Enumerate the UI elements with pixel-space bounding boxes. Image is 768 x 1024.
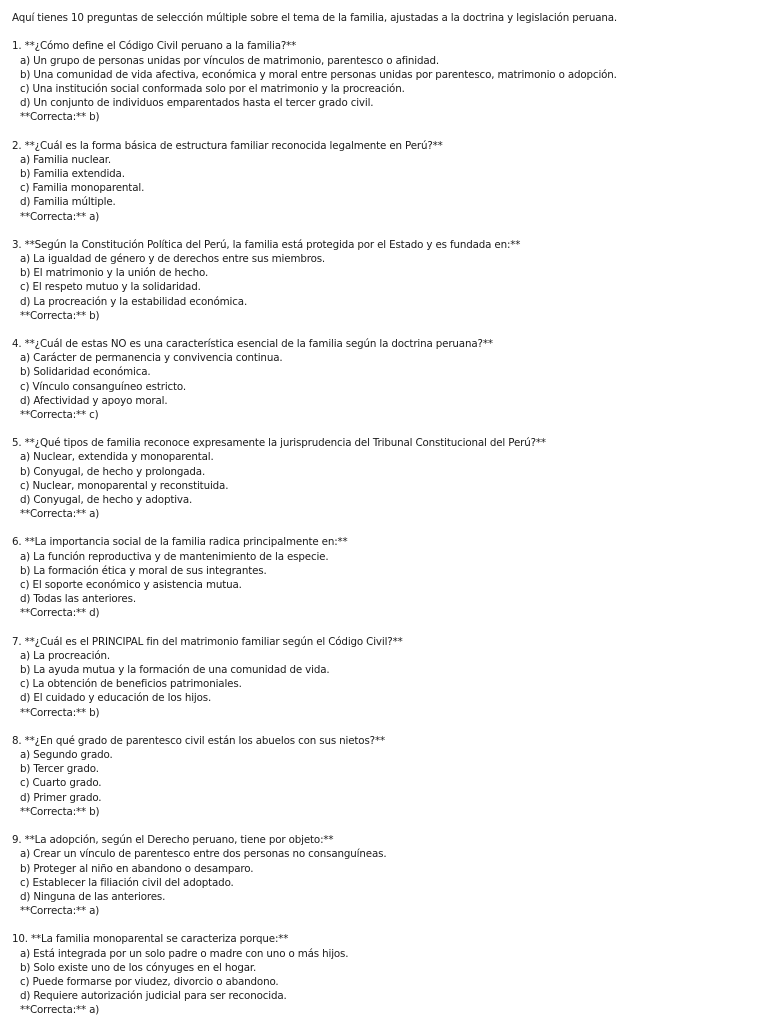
intro-text: Aquí tienes 10 preguntas de selección múltiple sobre el tema de la familia, ajustadas a la doctrina y legislación peruana. bbox=[12, 12, 618, 24]
correct-answer: **Correcta:** c) bbox=[20, 408, 99, 421]
answer-option: a) Nuclear, extendida y monoparental. bbox=[20, 451, 214, 464]
correct-answer: **Correcta:** b) bbox=[20, 111, 100, 124]
question-title: 3. **Según la Constitución Política del Perú, la familia está protegida por el Estado y es fundada en:** bbox=[12, 238, 521, 251]
answer-option: b) La formación ética y moral de sus integrantes. bbox=[20, 564, 267, 577]
question-block bbox=[12, 39, 756, 124]
correct-answer: **Correcta:** b) bbox=[20, 706, 100, 719]
answer-option: d) Ninguna de las anteriores. bbox=[20, 890, 166, 903]
question-block bbox=[12, 734, 756, 819]
answer-option: b) Solo existe uno de los cónyuges en el hogar. bbox=[20, 961, 257, 974]
answer-option: a) La procreación. bbox=[20, 649, 110, 662]
answer-option: c) El soporte económico y asistencia mutua. bbox=[20, 579, 242, 592]
question-title: 10. **La familia monoparental se caracteriza porque:** bbox=[12, 933, 289, 946]
question-title: 2. **¿Cuál es la forma básica de estructura familiar reconocida legalmente en Perú?** bbox=[12, 139, 443, 152]
answer-option: c) Una institución social conformada solo por el matrimonio y la procreación. bbox=[20, 82, 405, 95]
question-title: 5. **¿Qué tipos de familia reconoce expresamente la jurisprudencia del Tribunal Constitucional del Perú?** bbox=[12, 437, 546, 450]
answer-option: d) La procreación y la estabilidad económica. bbox=[20, 295, 248, 308]
correct-answer: **Correcta:** a) bbox=[20, 210, 100, 223]
answer-option: a) Familia nuclear. bbox=[20, 153, 112, 166]
answer-option: c) El respeto mutuo y la solidaridad. bbox=[20, 281, 201, 294]
answer-option: a) Segundo grado. bbox=[20, 749, 113, 762]
answer-option: a) Un grupo de personas unidas por vínculos de matrimonio, parentesco o afinidad. bbox=[20, 54, 440, 67]
answer-option: d) Todas las anteriores. bbox=[20, 593, 136, 606]
answer-option: d) Familia múltiple. bbox=[20, 196, 116, 209]
question-block bbox=[12, 932, 756, 1017]
answer-option: a) Carácter de permanencia y convivencia continua. bbox=[20, 352, 283, 365]
answer-option: b) Familia extendida. bbox=[20, 167, 125, 180]
answer-option: a) Crear un vínculo de parentesco entre dos personas no consanguíneas. bbox=[20, 848, 387, 861]
question-block bbox=[12, 238, 756, 323]
answer-option: c) La obtención de beneficios patrimoniales. bbox=[20, 678, 242, 691]
answer-option: b) Tercer grado. bbox=[20, 763, 99, 776]
answer-option: d) El cuidado y educación de los hijos. bbox=[20, 692, 212, 705]
correct-answer: **Correcta:** b) bbox=[20, 805, 100, 818]
correct-answer: **Correcta:** d) bbox=[20, 607, 100, 620]
answer-option: a) Está integrada por un solo padre o madre con uno o más hijos. bbox=[20, 947, 349, 960]
answer-option: b) El matrimonio y la unión de hecho. bbox=[20, 267, 209, 280]
question-block bbox=[12, 635, 756, 720]
answer-option: b) Conyugal, de hecho y prolongada. bbox=[20, 465, 206, 478]
answer-option: d) Un conjunto de individuos emparentados hasta el tercer grado civil. bbox=[20, 97, 374, 110]
answer-option: c) Nuclear, monoparental y reconstituida. bbox=[20, 479, 229, 492]
question-block bbox=[12, 337, 756, 422]
answer-option: d) Primer grado. bbox=[20, 791, 102, 804]
question-block bbox=[12, 833, 756, 918]
answer-option: c) Cuarto grado. bbox=[20, 777, 102, 790]
question-title: 1. **¿Cómo define el Código Civil peruano a la familia?** bbox=[12, 40, 297, 53]
answer-option: a) La igualdad de género y de derechos entre sus miembros. bbox=[20, 253, 326, 265]
answer-option: a) La función reproductiva y de mantenimiento de la especie. bbox=[20, 550, 329, 563]
answer-option: c) Establecer la filiación civil del adoptado. bbox=[20, 876, 234, 889]
correct-answer: **Correcta:** a) bbox=[20, 1004, 100, 1017]
answer-option: d) Afectividad y apoyo moral. bbox=[20, 394, 168, 407]
answer-option: b) Una comunidad de vida afectiva, económica y moral entre personas unidas por parentesco, matrimonio o adopción. bbox=[20, 68, 617, 81]
answer-option: d) Requiere autorización judicial para ser reconocida. bbox=[20, 990, 287, 1003]
correct-answer: **Correcta:** a) bbox=[20, 905, 100, 918]
question-block bbox=[12, 436, 756, 521]
answer-option: b) Proteger al niño en abandono o desamparo. bbox=[20, 862, 254, 875]
question-block bbox=[12, 139, 756, 224]
correct-answer: **Correcta:** b) bbox=[20, 309, 100, 322]
question-list bbox=[12, 39, 756, 1017]
question-block bbox=[12, 535, 756, 620]
answer-option: b) La ayuda mutua y la formación de una comunidad de vida. bbox=[20, 664, 330, 677]
answer-option: d) Conyugal, de hecho y adoptiva. bbox=[20, 494, 193, 506]
question-title: 8. **¿En qué grado de parentesco civil están los abuelos con sus nietos?** bbox=[12, 734, 385, 747]
answer-option: b) Solidaridad económica. bbox=[20, 366, 151, 379]
answer-option: c) Vínculo consanguíneo estricto. bbox=[20, 380, 187, 393]
answer-option: c) Puede formarse por viudez, divorcio o abandono. bbox=[20, 975, 279, 988]
correct-answer: **Correcta:** a) bbox=[20, 508, 100, 521]
question-title: 4. **¿Cuál de estas NO es una característica esencial de la familia según la doctrina peruana?** bbox=[12, 338, 493, 351]
answer-option: c) Familia monoparental. bbox=[20, 182, 145, 195]
question-title: 6. **La importancia social de la familia radica principalmente en:** bbox=[12, 536, 348, 549]
question-title: 7. **¿Cuál es el PRINCIPAL fin del matrimonio familiar según el Código Civil?** bbox=[12, 635, 403, 648]
question-title: 9. **La adopción, según el Derecho peruano, tiene por objeto:** bbox=[12, 834, 334, 847]
